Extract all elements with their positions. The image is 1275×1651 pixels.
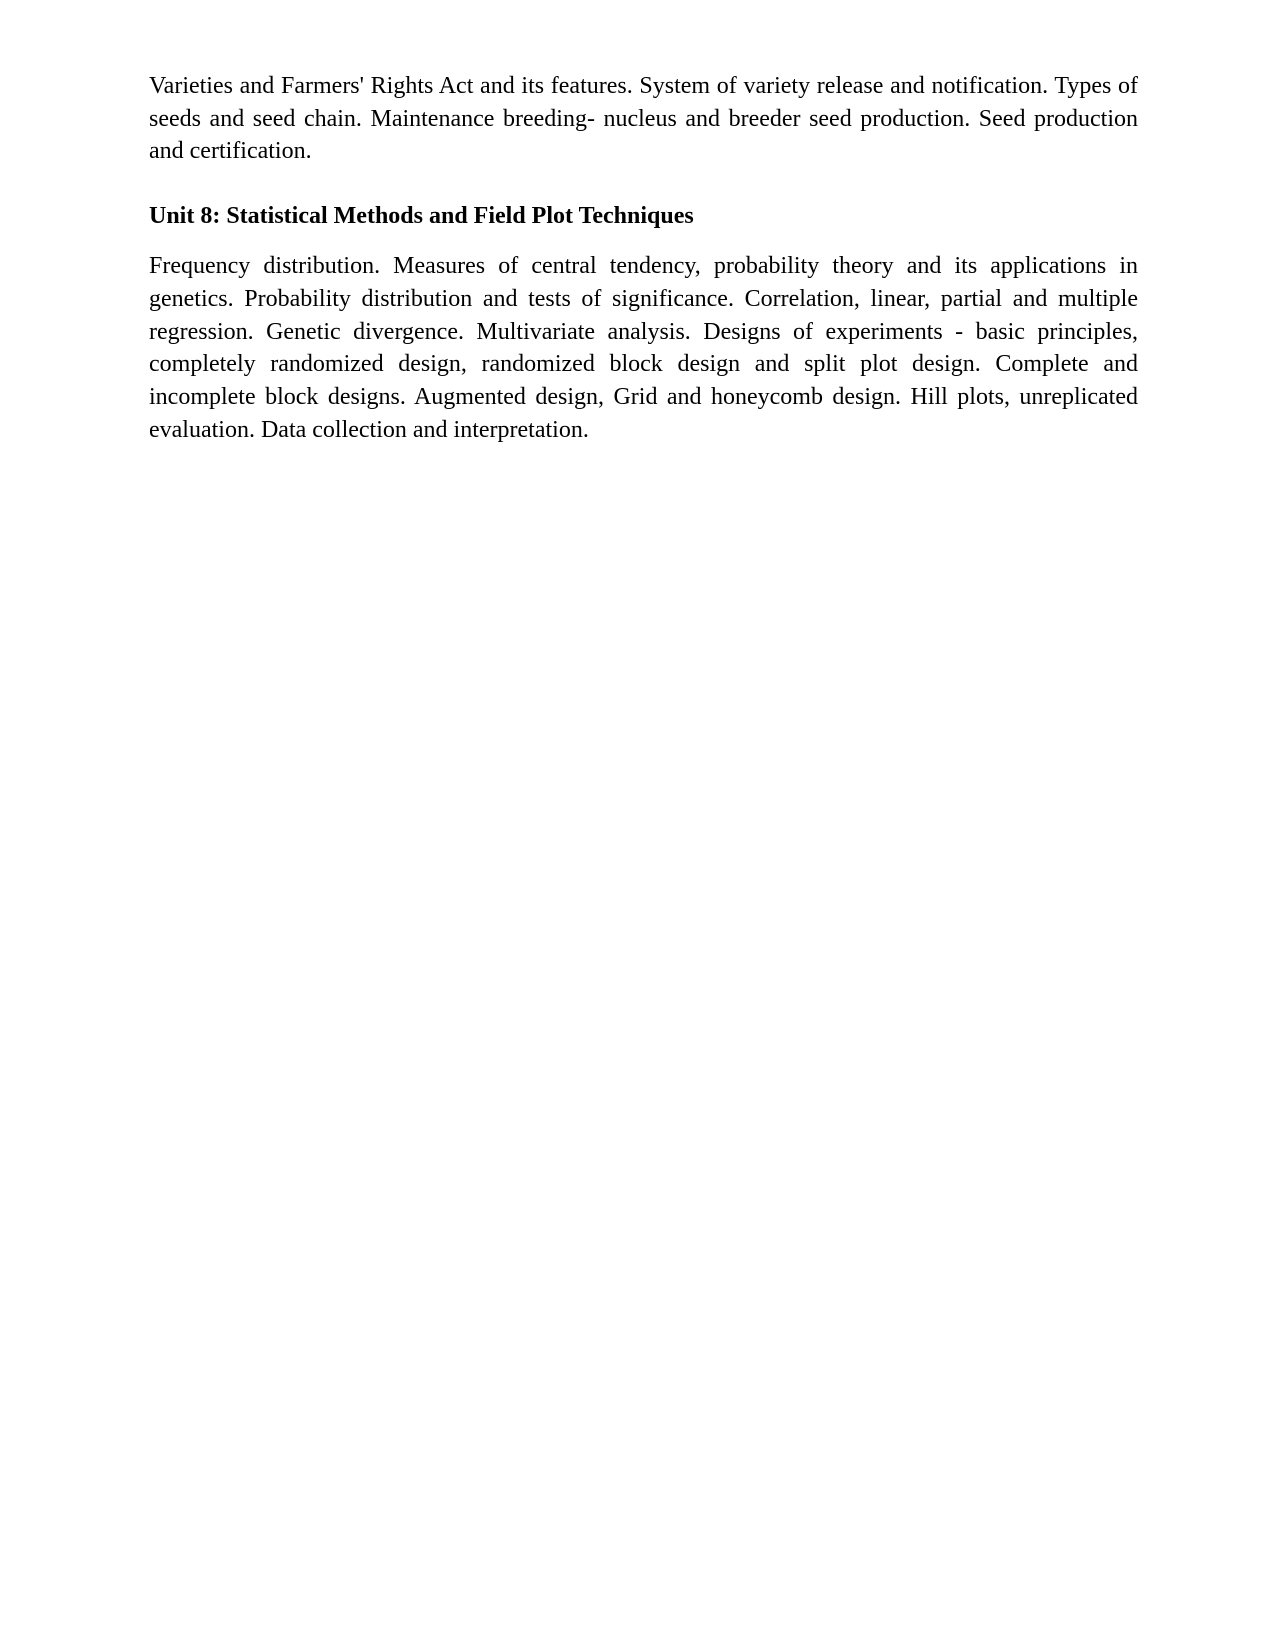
page-content [149,70,1138,446]
paragraph-unit-8-body: Frequency distribution. Measures of central tendency, probability theory and its applications in genetics. Probability distribution and tests of significance. Correlation, linear, partial and multiple regression. Genetic divergence. Multivariate analysis. Designs of experiments - basic principles, completely randomized design, randomized block design and split plot design. Complete and incomplete block designs. Augmented design, Grid and honeycomb design. Hill plots, unreplicated evaluation. Data collection and interpretation. [149,253,1138,443]
paragraph-varieties-seeds: Varieties and Farmers' Rights Act and its features. System of variety release and notification. Types of seeds and seed chain. Maintenance breeding- nucleus and breeder seed production. Seed production and certification. [149,73,1138,165]
unit-8-heading: Unit 8: Statistical Methods and Field Plot Techniques [149,203,694,230]
